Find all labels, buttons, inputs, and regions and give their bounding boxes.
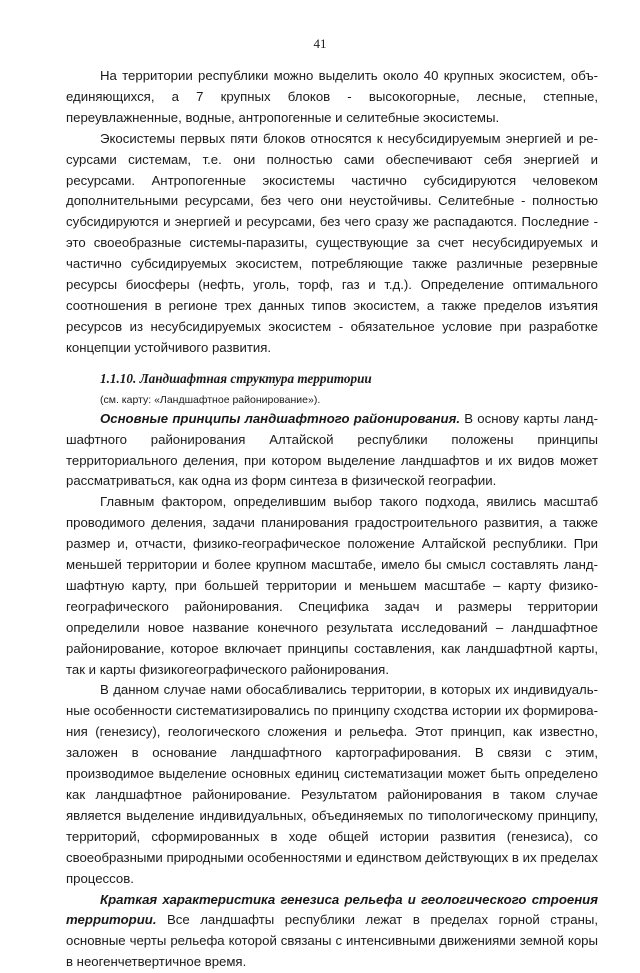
page-number: 41 bbox=[313, 36, 327, 51]
section-heading: 1.1.10. Ландшафтная структура территории bbox=[100, 370, 372, 386]
paragraph-text: Все ландшафты республики лежат в пределах горной страны, основные черты рельефа которой связаны с интенсивными движениями земной коры в неогенчетвертичное время. bbox=[66, 912, 598, 970]
paragraph-text: В данном случае нами обосабливались территории, в которых их индивидуальные особенности систематизировались по принципу сходства истории их формирования (генезису), геологического сложения и рельефа. Этот принцип, как известно, заложен в основание ландшафтного картографирования. В связи с этим, производимое выделение основных единиц систематизации может быть определено как ландшафтное районирование. Результатом районирования в таком случае является выделение индивидуальных, объединяемых по типологическому принципу, территорий, сформированных в ходе общей истории развития (генезиса), со своеобразными природными особенностями и единством действующих в их пределах процессов. bbox=[66, 682, 598, 886]
paragraph-territories bbox=[66, 680, 598, 889]
paragraph-text: В основу карты ландшафтного районирования Алтайской республики положены принципы территориального деления, при котором выделение ландшафтов и их видов может рассматриваться, как одна из форм синтеза в физической географии. bbox=[66, 410, 598, 489]
paragraph-lead: Основные принципы ландшафтного районирования. bbox=[100, 410, 460, 426]
paragraph-relief-genesis bbox=[66, 890, 598, 973]
page-content bbox=[66, 66, 598, 973]
paragraph-principles bbox=[66, 409, 598, 493]
paragraph-ecosystem-blocks bbox=[66, 129, 598, 359]
paragraph-lead: Краткая характеристика генезиса рельефа и геологического строения территории. bbox=[66, 891, 598, 928]
paragraph-text: На территории республики можно выделить около 40 крупных экосистем, объединяющихся, а 7 крупных блоков - высокогорные, лесные, степные, переувлажненные, водные, антропогенные и селитебные экосистемы. bbox=[66, 68, 598, 125]
paragraph-main-factor bbox=[66, 492, 598, 680]
map-reference-note: (см. карту: «Ландшафтное районирование»). bbox=[100, 393, 321, 406]
paragraph-text: Главным фактором, определившим выбор такого подхода, явились масштаб проводимого деления, задачи планирования градостроительного развития, а также размер и, отчасти, физико-географическое положение Алтайской республики. При меньшей территории и более крупном масштабе, имело бы смысл составлять ландшафтную карту, при большей территории и меньшем масштабе – карту физикогеографического районирования. Специфика задач и размеры территории определили новое название конечного результата исследований – ландшафтное районирование, которое включает принципы составления, как ландшафтной карты, так и карты физикогеографического районирования. bbox=[66, 494, 598, 677]
paragraph-text: Экосистемы первых пяти блоков относятся к несубсидируемым энергией и ресурсами системам, т.е. они полностью сами обеспечивают себя энергией и ресурсами. Антропогенные экосистемы частично субсидируются человеком дополнительными ресурсами, без чего они неустойчивы. Селитебные - полностью субсидируются и энергией и ресурсами, без чего сразу же распадаются. Последние - это своеобразные системы-паразиты, существующие за счет несубсидируемых и частично субсидируемых экосистем, потребляющие также различные резервные ресурсы биосферы (нефть, уголь, торф, газ и т.д.). Определение оптимального соотношения в регионе трех данных типов экосистем, а также пределов изъятия ресурсов из несубсидируемых экосистем - обязательное условие при разработке концепции устойчивого развития. bbox=[66, 130, 598, 355]
paragraph-ecosystems-count bbox=[66, 66, 598, 129]
